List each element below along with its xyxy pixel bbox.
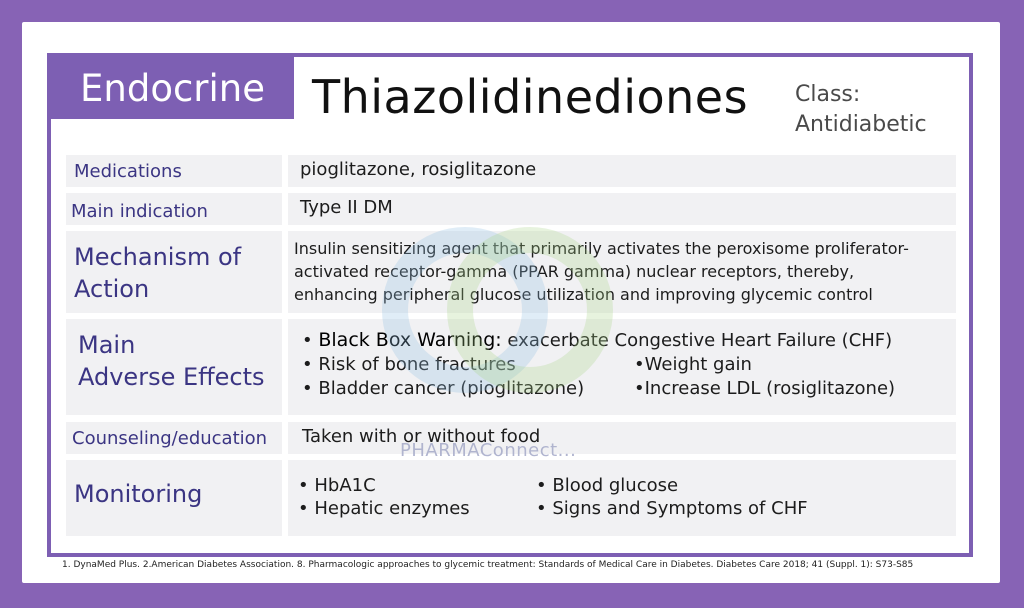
counseling-label: Counseling/education — [72, 428, 268, 449]
monitoring-item-text: HbA1C — [314, 475, 376, 496]
bullet-icon: • — [302, 330, 313, 351]
adverse-item — [634, 377, 895, 400]
monitoring-value-cell — [288, 460, 956, 536]
counseling-label-cell — [66, 422, 282, 454]
adverse-label-line2: Adverse Effects — [78, 363, 265, 391]
moa-line2: activated receptor-gamma (PPAR gamma) nuclear receptors, thereby, — [294, 262, 855, 281]
adverse-item — [302, 377, 584, 400]
indication-label: Main indication — [71, 201, 208, 222]
moa-line1: Insulin sensitizing agent that primarily activates the peroxisome proliferator- — [294, 239, 909, 258]
moa-label-cell — [66, 231, 282, 313]
category-tab — [51, 57, 294, 119]
monitoring-item — [298, 474, 376, 497]
monitoring-item — [536, 497, 808, 520]
adverse-item-text: Increase LDL (rosiglitazone) — [644, 378, 896, 399]
bullet-icon: • — [298, 475, 309, 496]
moa-line3: enhancing peripheral glucose utilization and improving glycemic control — [294, 285, 873, 304]
adverse-item — [634, 353, 752, 376]
adverse-item-text: Weight gain — [644, 354, 752, 375]
black-box-warning — [302, 329, 892, 352]
counseling-value-cell — [288, 422, 956, 454]
medications-label: Medications — [74, 161, 182, 182]
black-box-warning-text: exacerbate Congestive Heart Failure (CHF) — [507, 330, 893, 351]
moa-label-line2: Action — [74, 275, 150, 303]
indication-value-cell — [288, 193, 956, 225]
black-box-warning-label: Black Box Warning: — [318, 329, 502, 351]
page-title: Thiazolidinediones — [312, 70, 749, 124]
adverse-item — [302, 353, 516, 376]
indication-label-cell — [66, 193, 282, 225]
monitoring-label: Monitoring — [74, 480, 203, 508]
bullet-icon: • — [634, 354, 645, 375]
bullet-icon: • — [302, 354, 313, 375]
category-label: Endocrine — [80, 66, 265, 110]
monitoring-item-text: Blood glucose — [552, 475, 679, 496]
medications-label-cell — [66, 155, 282, 187]
medications-value-cell — [288, 155, 956, 187]
monitoring-item — [536, 474, 678, 497]
monitoring-label-cell — [66, 460, 282, 536]
moa-label-line1: Mechanism of — [74, 243, 242, 271]
bullet-icon: • — [302, 378, 313, 399]
monitoring-item — [298, 497, 470, 520]
monitoring-item-text: Hepatic enzymes — [314, 498, 470, 519]
class-label-line1: Class: — [795, 82, 861, 107]
adverse-label-line1: Main — [78, 331, 136, 359]
adverse-label-cell — [66, 319, 282, 415]
medications-value: pioglitazone, rosiglitazone — [300, 159, 537, 180]
class-label-line2: Antidiabetic — [795, 112, 927, 137]
watermark-text: PHARMAConnect... — [400, 440, 577, 461]
bullet-icon: • — [298, 498, 309, 519]
references: 1. DynaMed Plus. 2.American Diabetes Association. 8. Pharmacologic approaches to glycemic treatment: Standards of Medical Care in Diabetes. Diabetes Care 2018; 41 (Suppl. 1): S73-S85 — [62, 560, 914, 570]
counseling-value: Taken with or without food — [302, 426, 541, 447]
adverse-item-text: Risk of bone fractures — [318, 354, 516, 375]
class-label — [795, 80, 927, 140]
adverse-item-text: Bladder cancer (pioglitazone) — [318, 378, 585, 399]
monitoring-item-text: Signs and Symptoms of CHF — [552, 498, 808, 519]
bullet-icon: • — [536, 498, 547, 519]
moa-value-cell — [288, 231, 956, 313]
indication-value: Type II DM — [300, 197, 393, 218]
bullet-icon: • — [536, 475, 547, 496]
bullet-icon: • — [634, 378, 645, 399]
adverse-value-cell — [288, 319, 956, 415]
